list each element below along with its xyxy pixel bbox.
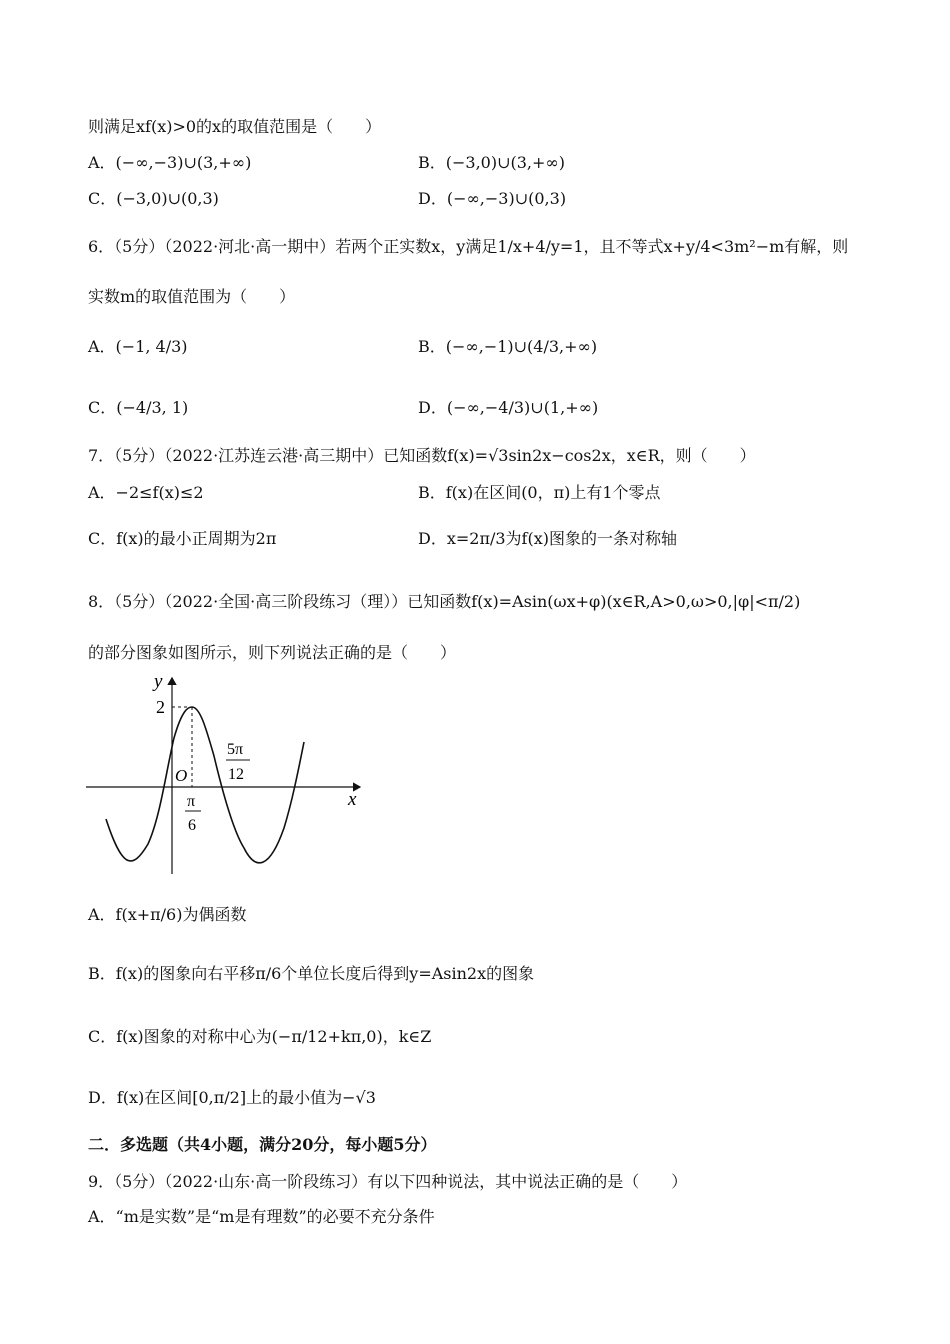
q5-option-b: B．(−3,0)∪(3,+∞) [418,153,565,172]
tick-pi-6-numerator: π [187,793,196,810]
q8-option-b: B．f(x)的图象向右平移π/6个单位长度后得到y=Asin2x的图象 [88,964,535,983]
q6-option-d: D．(−∞,−4/3)∪(1,+∞) [418,398,599,417]
q9-option-a: A．“m是实数”是“m是有理数”的必要不充分条件 [88,1207,435,1226]
q7-option-a: A．−2≤f(x)≤2 [88,483,204,502]
q6-option-a: A．(−1, 4/3) [88,337,188,356]
tick-5pi-12-denominator: 12 [228,766,244,783]
tick-5pi-12-numerator: 5π [227,741,244,758]
q5-option-c: C．(−3,0)∪(0,3) [88,189,219,208]
q6-option-b: B．(−∞,−1)∪(4/3,+∞) [418,337,598,356]
q7-option-b: B．f(x)在区间(0，π)上有1个零点 [418,483,661,502]
q6-stem-line1: 6．（5分）（2022·河北·高一期中）若两个正实数x，y满足1/x+4/y=1，且不等式x+y/4<3m²−m有解，则 [88,237,849,256]
q7-option-c: C．f(x)的最小正周期为2π [88,529,277,548]
tick-pi-6-denominator: 6 [188,817,196,834]
q5-option-a: A．(−∞,−3)∪(3,+∞) [88,153,252,172]
q8-option-d: D．f(x)在区间[0,π/2]上的最小值为−√3 [88,1088,376,1107]
q8-option-c: C．f(x)图象的对称中心为(−π/12+kπ,0)，k∈Z [88,1027,432,1046]
q7-option-d: D．x=2π/3为f(x)图象的一条对称轴 [418,529,677,548]
section-title-multiple-choice: 二．多选题（共4小题，满分20分，每小题5分） [88,1135,437,1154]
q5-stem: 则满足xf(x)>0的x的取值范围是（ ） [88,117,382,136]
q9-stem: 9．（5分）（2022·山东·高一阶段练习）有以下四种说法，其中说法正确的是（ ） [88,1172,688,1191]
x-axis-label: x [348,789,357,810]
q6-stem-line2: 实数m的取值范围为（ ） [88,287,296,306]
q8-option-a: A．f(x+π/6)为偶函数 [88,905,247,924]
q6-option-c: C．(−4/3, 1) [88,398,189,417]
sine-graph [84,668,374,880]
q8-stem-line1: 8．（5分）（2022·全国·高三阶段练习（理））已知函数f(x)=Asin(ωx+φ)(x∈R,A>0,ω>0,|φ|<π/2) [88,592,801,611]
q8-stem-line2: 的部分图象如图所示，则下列说法正确的是（ ） [88,643,457,662]
origin-label: O [175,766,188,785]
y-axis-label: y [154,671,163,692]
max-value-label: 2 [156,697,165,717]
q7-stem: 7．（5分）（2022·江苏连云港·高三期中）已知函数f(x)=√3sin2x−cos2x，x∈R，则（ ） [88,446,756,465]
sine-curve [106,707,304,863]
q5-option-d: D．(−∞,−3)∪(0,3) [418,189,567,208]
